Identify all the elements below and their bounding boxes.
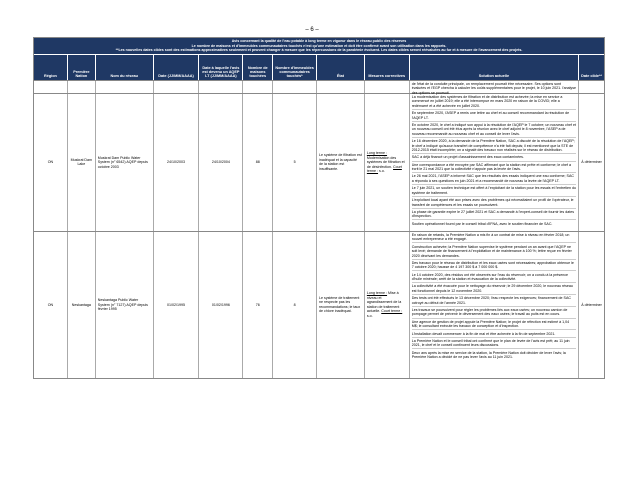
advisory-table — [33, 37, 605, 379]
action-item: Construction achevée; la Première Nation supervise le système pendant un an avant que l'AQEP ne soit levé; demande de financement à l'exploitation et de maintenance à 100 %; lettre reçue en février 2020 décrivant les demandes. — [412, 245, 576, 260]
header-cell: Mesures correctives — [365, 55, 410, 80]
date-cell: 24/10/2003 — [154, 94, 200, 231]
lt-date-cell: 01/02/1996 — [199, 232, 243, 378]
first-nation-cell: Neskantaga — [68, 232, 96, 378]
header-cell: Date cible** — [581, 74, 602, 79]
first-nation-cell: Muskrat Dam Lake — [68, 94, 96, 231]
action-item: Les travaux se poursuivent pour régler les problèmes liés aux eaux usées; un nouveau camion de pompage permet de prévenir le déversement des eaux usées; le travail au puits est en cours. — [412, 308, 576, 319]
action-item: Une agence de gestion de projet appuie la Première Nation; le projet de réfection est estimé à 1,04 M$; le consultant exécute les travaux de conception et d'inspection. — [412, 320, 576, 331]
action-item: En septembre 2020, l'ASEP a remis une lettre au chef et au conseil recommandant la résolution de l'AQEP LT. — [412, 111, 576, 122]
measure-short-lead: Court terme : — [381, 309, 403, 314]
header-cell: Date (JJ/MM/AAAA) — [154, 55, 200, 80]
table-row — [34, 80, 604, 93]
houses-cell: 76 — [243, 232, 273, 378]
measures-cell — [365, 94, 410, 231]
date-cell: 01/02/1995 — [154, 232, 200, 378]
measure-short-text: s.o. — [366, 313, 373, 318]
target-date-cell: À déterminer — [581, 160, 602, 165]
action-item: Le 7 juin 2021, un soutien technique est offert à l'exploitant de la station pour les essais et l'entretien du système de traitement. — [412, 186, 576, 197]
measure-text: Mise à niveau et agrandissement de la station de traitement actuelle. — [366, 291, 402, 314]
action-item: Des travaux pour le réseau de distribution et les eaux usées sont nécessaires; approbation obtenue le 7 octobre 2020; hausse de 4 197 300 $ à 7 000 000 $. — [412, 261, 576, 272]
action-item: La collectivité a été évacuée pour le nettoyage du réservoir; le 29 décembre 2020, le nouveau réseau est fonctionnel depuis le 12 novembre 2020. — [412, 284, 576, 295]
measure-short-text: s.o. — [379, 169, 385, 174]
action-item: Deux ans après la mise en service de la station, la Première Nation doit décider de lever l'avis; la Première Nation a décidé de ne pas lever l'avis au 11 juin 2021. — [411, 350, 566, 360]
state-cell: Le système de traitement ne respecte pas les recommandations; le taux de chlore inadéquat. — [317, 232, 365, 378]
table-row — [34, 93, 604, 231]
buildings-cell: 5 — [273, 94, 317, 231]
action-item: L'installation devait commencer à la fin de mai et être achevée à la fin de septembre 2021. — [412, 332, 576, 338]
action-item: Le 14 octobre 2020, des résidus ont été observés sur l'eau du réservoir; on a conclu à la présence d'huile minérale; arrêt de la station et évacuation de la collectivité. — [412, 273, 576, 284]
action-item: Le 16 décembre 2020, à la demande de la Première Nation, SAC a discuté de la résolution de l'AQEP; le chef a indiqué qu'aucun transfert de compétence n'a été fait depuis; il est mentionné que la STE de 2012-2015 était incomplète; on a signalé des travaux non réalisés sur le réseau de distribution. — [412, 139, 576, 154]
actions-cell — [410, 94, 579, 231]
action-item: Des tests ont été effectués le 13 décembre 2020; l'eau respecte les exigences; financement de SAC octroyé au début de l'année 2021. — [412, 296, 576, 307]
action-item: Le 26 mai 2021, l'ASEP a informé SAC que les résultats des essais indiquent une eau conforme; SAC a répondu à ses questions en juin 2021 et a recommandé de nouveau la levée de l'AQEP LT. — [412, 174, 576, 185]
buildings-cell: 8 — [273, 232, 317, 378]
table-header — [34, 54, 604, 80]
houses-cell: 88 — [243, 94, 273, 231]
header-cell: Nom du réseau — [96, 55, 154, 80]
target-date-cell: À déterminer — [581, 302, 602, 307]
measures-cell — [365, 232, 410, 378]
actions-cell — [410, 232, 579, 378]
continuation-note: de l'état de la conduite principale, un remplacement pourrait être nécessaire. Ses options sont évaluées et l'EGP chercha à calculer les coûts supplémentaires pour le projet, le 10 juin 2021. l'analyse des options se poursuit. — [410, 81, 579, 93]
region-cell: ON — [34, 94, 68, 231]
header-cell: État — [317, 55, 365, 80]
system-cell: Muskrat Dam Public Water System (n° 6542) AQEP depuis octobre 2003 — [96, 94, 154, 231]
header-cell: Nombre d'immeubles communautaires touchés* — [273, 55, 317, 80]
action-item: Une correspondance a été envoyée par SAC affirmant que la station est prête et conforme; le chef a écrit le 21 mai 2021 que la collectivité n'appuie pas la levée de l'avis. — [412, 163, 576, 174]
system-cell: Neskantaga Public Water System (n° 7127) AQEP depuis février 1995 — [96, 232, 154, 378]
action-item: La modernisation des systèmes de filtration et de distribution est achevée; la mise en service a commencé en juillet 2019; elle a été interrompue en mars 2020 en raison de la COVID; elle a redémarré et a été achevée en juillet 2020. — [412, 95, 576, 110]
banner-line: **Les nouvelles dates cibles sont des estimations approximatives seulement et peuvent changer à mesure que les répercussions de la pandémie évoluent. Les dates cibles seront réévaluées au fur et à mesure de l'avancement des projets. — [115, 48, 523, 53]
measure-lead: Long terme : — [366, 291, 388, 296]
banner-line: Le nombre de maisons et d'immeubles communautaires touchés n'est qu'une estimation et doit être confirmé avant son utilisation dans les rapports. — [191, 43, 447, 48]
action-item: SAC a déjà financé un projet d'assainissement des eaux contaminées. — [412, 155, 576, 161]
header-cell: Première Nation — [68, 55, 96, 80]
header-cell: Nombre de maisons touchées — [243, 55, 273, 80]
action-item: En raison de retards, la Première Nation a mis fin à un contrat de mise à niveau en février 2018; un nouvel entrepreneur a été engagé. — [412, 233, 576, 244]
banner-line: Avis concernant la qualité de l'eau potable à long terme en vigueur dans le réseau public des réserves — [231, 39, 407, 43]
action-item: En octobre 2020, le chef a indiqué son appui à la résolution de l'AQEP le 7 octobre; un nouveau chef et un nouveau conseil ont été élus après la réunion avec le chef adjoint le 8 novembre, l'ASEP a de nouveau recommandé au nouveau chef et au conseil de lever l'avis. — [412, 123, 576, 138]
header-cell: Solution actuelle — [410, 55, 579, 80]
action-item: Soutien opérationnel fourni par le conseil tribal d'IFNA, avec le soutien financier de SAC. — [411, 221, 553, 226]
measure-text: Modernisation des systèmes de filtration et de désinfection. — [366, 155, 405, 169]
lt-date-cell: 24/10/2004 — [199, 94, 243, 231]
page-number: – 6 – — [305, 27, 319, 33]
action-item: La phase de garantie expire le 27 juillet 2021 et SAC a demandé à l'expert-conseil de fournir les dates d'inspection. — [412, 210, 576, 221]
action-item: L'exploitant local ayant été aux prises avec des problèmes qui nécessitaient un profil de l'opérateur, le transfert de compétences et les essais se poursuivent. — [412, 198, 576, 209]
measure-short-lead: Court terme : — [366, 164, 402, 174]
table-row — [34, 231, 604, 378]
header-cell: Date à laquelle l'avis est devenu un AQEP LT (JJ/MM/AAAA) — [199, 55, 243, 80]
measure-lead: Long terme : — [366, 151, 388, 156]
header-cell: Région — [34, 55, 68, 80]
region-cell: ON — [34, 232, 68, 378]
state-cell: Le système de filtration est inadéquat et la capacité de la station est insuffisante. — [317, 94, 365, 231]
action-item: La Première Nation et le conseil tribal ont confirmé que le plan de levée de l'avis est prêt; au 11 juin 2021, le chef et le conseil continuent leurs discussions. — [412, 339, 576, 350]
table-banner — [34, 38, 604, 54]
